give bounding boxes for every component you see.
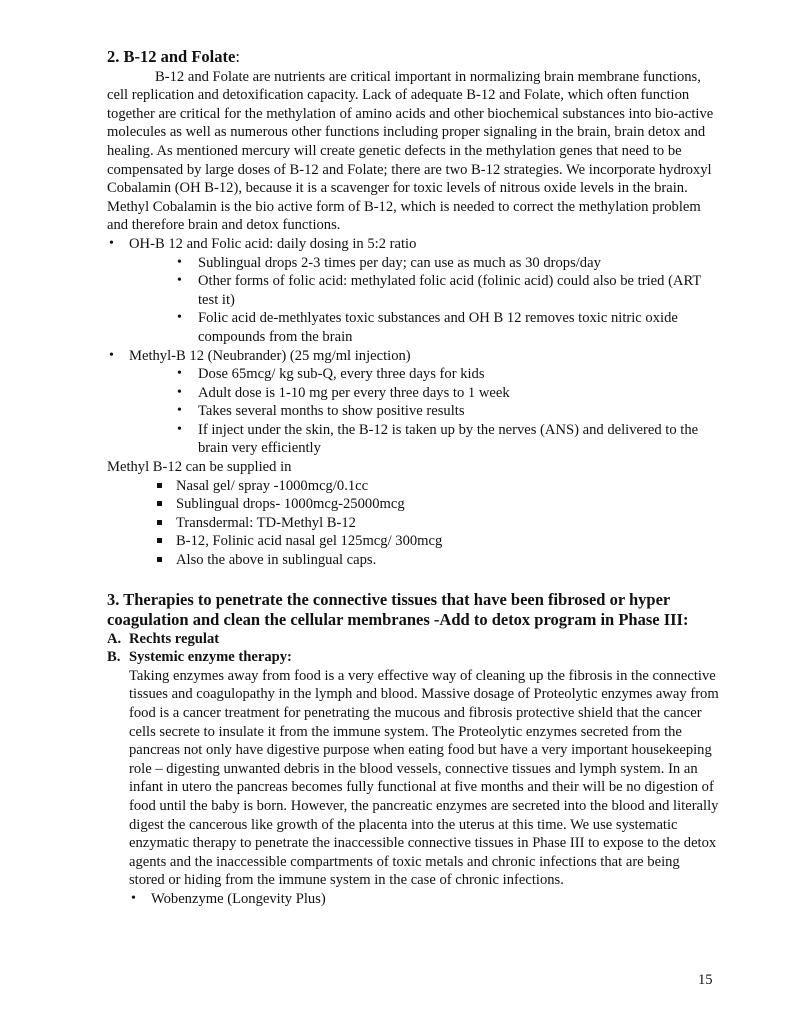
sub-list-item: • If inject under the skin, the B-12 is taken up by the nerves (ANS) and delivered to the brain very efficiently <box>176 421 719 458</box>
section-2-heading <box>107 48 719 67</box>
list-item-text: OH-B 12 and Folic acid: daily dosing in 5:2 ratio <box>129 235 417 252</box>
sub-list <box>129 365 719 458</box>
item-text: Systemic enzyme therapy: <box>129 649 292 666</box>
sub-list-item: • Sublingual drops 2-3 times per day; can use as much as 30 drops/day <box>176 254 719 273</box>
section-3-heading: 3. Therapies to penetrate the connective tissues that have been fibrosed or hyper coagulation and clean the cellular membranes -Add to detox program in Phase III: <box>107 589 689 629</box>
square-list-item: Nasal gel/ spray -1000mcg/0.1cc <box>154 477 719 496</box>
square-list-item: Also the above in sublingual caps. <box>154 551 719 570</box>
enzyme-product-list <box>107 890 719 909</box>
therapy-item-b <box>107 648 719 667</box>
sub-list <box>129 254 719 347</box>
square-list-item: B-12, Folinic acid nasal gel 125mcg/ 300mcg <box>154 532 719 551</box>
supplied-intro: Methyl B-12 can be supplied in <box>107 459 292 476</box>
document-page <box>107 48 719 909</box>
section-2-colon: : <box>235 47 240 66</box>
square-list-item: Sublingual drops- 1000mcg-25000mcg <box>154 495 719 514</box>
square-list-item: Transdermal: TD-Methyl B-12 <box>154 514 719 533</box>
sub-list-item: • Adult dose is 1-10 mg per every three days to 1 week <box>176 384 719 403</box>
sub-list-item: • Folic acid de-methlyates toxic substances and OH B 12 removes toxic nitric oxide compounds from the brain <box>176 309 719 346</box>
item-label: B. <box>107 649 121 666</box>
therapy-list <box>107 630 719 667</box>
supplied-forms-list <box>107 477 719 570</box>
sub-list-item: • Dose 65mcg/ kg sub-Q, every three days for kids <box>176 365 719 384</box>
list-item-text: Methyl-B 12 (Neubrander) (25 mg/ml injection) <box>129 347 411 364</box>
list-item: • Wobenzyme (Longevity Plus) <box>129 890 719 909</box>
list-item <box>107 235 719 347</box>
list-item <box>107 347 719 459</box>
sub-list-item: • Takes several months to show positive results <box>176 402 719 421</box>
section-2-paragraph: B-12 and Folate are nutrients are critical important in normalizing brain membrane functions, cell replication and detoxification capacity. Lack of adequate B-12 and Folate, which often function together are critical for the methylation of amino acids and other biochemical substances into bio-active molecules as well as numerous other functions including proper signaling in the brain, brain detox and healing. As mentioned mercury will create genetic defects in the methylation genes that need to be compensated by large doses of B-12 and Folate; there are two B-12 strategies. We incorporate hydroxyl Cobalamin (OH B-12), because it is a scavenger for toxic levels of nitrous oxide levels in the brain. Methyl Cobalamin is the bio active form of B-12, which is needed to correct the methylation problem and therefore brain and detox functions. <box>107 68 714 234</box>
item-label: A. <box>107 630 122 647</box>
section-2-title: 2. B-12 and Folate <box>107 47 236 66</box>
item-text: Rechts regulat <box>129 630 220 647</box>
page-number: 15 <box>698 972 713 988</box>
section-3-paragraph: Taking enzymes away from food is a very effective way of cleaning up the fibrosis in the connective tissues and coagulopathy in the lymph and blood. Massive dosage of Proteolytic enzymes away from food is a cancer treatment for penetrating the mucous and fibrosis protective shield that the cancer cells secrete to insulate it from the immune system. The Proteolytic enzymes secreted from the pancreas not only have digestive purpose when eating food but have a very important housekeeping role – digesting unwanted debris in the blood vessels, connective tissues and lymph system. In an infant in utero the pancreas becomes fully functional at five months and their will be no digestion of food until the baby is born. However, the pancreatic enzymes are secreted into the blood and literally digest the cancerous like growth of the placenta into the uterus at this time. We use systematic enzymatic therapy to penetrate the inaccessible connective tissues in Phase III to expose to the detox agents and the inaccessible compartments of toxic metals and chronic infections that are being stored or hiding from the immune system in the case of chronic infections. <box>129 667 719 889</box>
therapy-item-a <box>107 630 719 649</box>
sub-list-item: • Other forms of folic acid: methylated folic acid (folinic acid) could also be tried (ART test it) <box>176 272 719 309</box>
b12-strategy-list <box>107 235 719 458</box>
